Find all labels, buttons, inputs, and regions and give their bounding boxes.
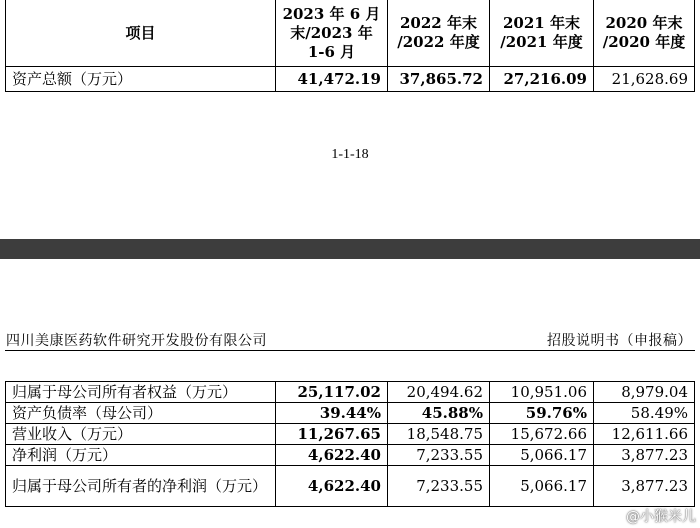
value-2022: 18,548.75 (388, 424, 490, 445)
table-row (6, 403, 695, 424)
table-row (6, 445, 695, 466)
value-2023: 25,117.02 (276, 382, 388, 403)
value-2020: 21,628.69 (594, 67, 695, 92)
page-number: 1-1-18 (331, 147, 369, 162)
value-2020: 12,611.66 (594, 424, 695, 445)
value-2021: 5,066.17 (490, 445, 594, 466)
value-2021: 10,951.06 (490, 382, 594, 403)
value-2020: 3,877.23 (594, 466, 695, 507)
header-cell-item: 项目 (6, 0, 276, 67)
value-2022: 7,233.55 (388, 445, 490, 466)
value-2020: 8,979.04 (594, 382, 695, 403)
value-2021: 5,066.17 (490, 466, 594, 507)
row-label: 归属于母公司所有者的净利润（万元） (6, 466, 276, 507)
table-row (6, 382, 695, 403)
row-label: 资产总额（万元） (6, 67, 276, 92)
page-break-bar (0, 239, 700, 259)
value-2022: 7,233.55 (388, 466, 490, 507)
value-2020: 58.49% (594, 403, 695, 424)
table-row (6, 424, 695, 445)
value-2021: 27,216.09 (490, 67, 594, 92)
watermark: @小猴米儿 (626, 509, 696, 525)
table-row (6, 466, 695, 507)
header-cell-2021: 2021 年末 /2021 年度 (490, 0, 594, 67)
value-2023: 4,622.40 (276, 445, 388, 466)
company-name: 四川美康医药软件研究开发股份有限公司 (6, 333, 267, 349)
header-divider (5, 350, 695, 351)
value-2023: 41,472.19 (276, 67, 388, 92)
financial-table-top (5, 0, 695, 92)
table-row (6, 67, 695, 92)
value-2021: 59.76% (490, 403, 594, 424)
value-2020: 3,877.23 (594, 445, 695, 466)
value-2022: 37,865.72 (388, 67, 490, 92)
table-header-row (6, 0, 695, 67)
value-2023: 11,267.65 (276, 424, 388, 445)
row-label: 净利润（万元） (6, 445, 276, 466)
value-2021: 15,672.66 (490, 424, 594, 445)
value-2022: 45.88% (388, 403, 490, 424)
row-label: 营业收入（万元） (6, 424, 276, 445)
value-2022: 20,494.62 (388, 382, 490, 403)
financial-table-bottom (5, 381, 695, 507)
row-label: 归属于母公司所有者权益（万元） (6, 382, 276, 403)
value-2023: 39.44% (276, 403, 388, 424)
header-cell-2023: 2023 年 6 月末/2023 年 1-6 月 (276, 0, 388, 67)
document-title: 招股说明书（申报稿） (547, 333, 692, 349)
header-cell-2020: 2020 年末 /2020 年度 (594, 0, 695, 67)
header-cell-2022: 2022 年末 /2022 年度 (388, 0, 490, 67)
row-label: 资产负债率（母公司） (6, 403, 276, 424)
value-2023: 4,622.40 (276, 466, 388, 507)
